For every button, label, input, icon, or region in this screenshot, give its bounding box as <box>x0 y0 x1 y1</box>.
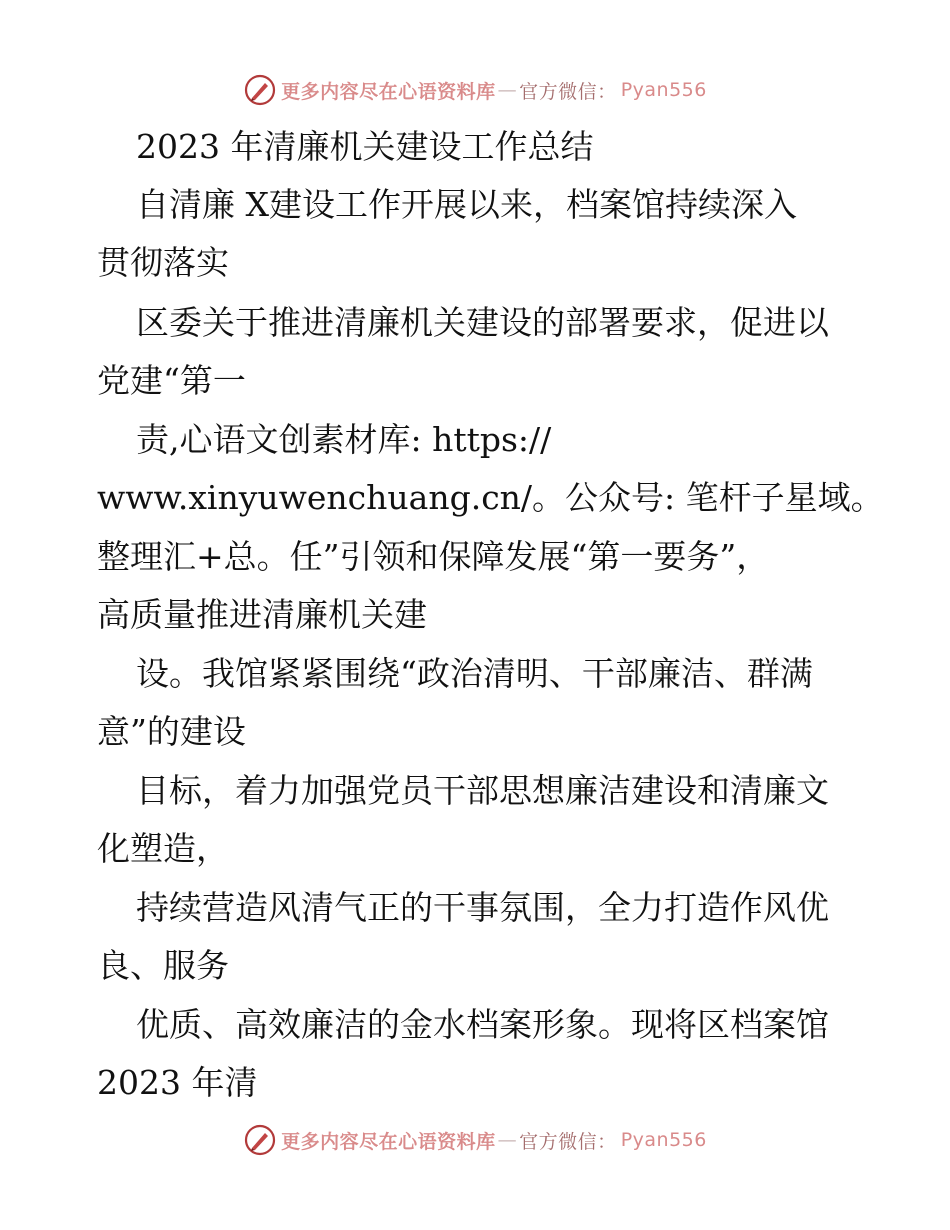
paragraph-line: 优质、高效廉洁的金水档案形象。现将区档案馆 <box>136 1005 829 1044</box>
banner-text: 更多内容尽在心语资料库 <box>281 1130 496 1153</box>
banner-wechat-id: Pyan556 <box>620 1129 707 1151</box>
paragraph-line: 责,心语文创素材库: https:// <box>136 420 552 459</box>
banner-dash: — <box>497 1129 518 1151</box>
banner-official-label: 官方微信： <box>519 1130 617 1153</box>
banner-dash: — <box>497 79 518 101</box>
paragraph-line: 2023 年清 <box>97 1063 258 1102</box>
paragraph-line: 高质量推进清廉机关建 <box>97 595 427 634</box>
paragraph-line: 整理汇+总。任”引领和保障发展“第一要务”， <box>97 537 770 576</box>
paragraph-line: 设。我馆紧紧围绕“政治清明、干部廉洁、群满 <box>136 654 813 693</box>
doc-title: 2023 年清廉机关建设工作总结 <box>136 127 594 166</box>
banner-wechat-id: Pyan556 <box>620 79 707 101</box>
pen-logo-icon <box>243 73 277 107</box>
footer-banner <box>0 1120 950 1160</box>
banner-text: 更多内容尽在心语资料库 <box>281 80 496 103</box>
paragraph-line: 目标，着力加强党员干部思想廉洁建设和清廉文 <box>136 771 829 810</box>
paragraph-line: 意”的建设 <box>97 712 246 751</box>
paragraph-line: www.xinyuwenchuang.cn/。公众号: 笔杆子星域。 <box>97 478 884 517</box>
banner-official-label: 官方微信： <box>519 80 617 103</box>
paragraph-line: 党建“第一 <box>97 361 246 400</box>
paragraph-line: 化塑造， <box>97 829 229 868</box>
pen-logo-icon <box>243 1123 277 1157</box>
paragraph-line: 持续营造风清气正的干事氛围，全力打造作风优 <box>136 888 829 927</box>
paragraph-line: 区委关于推进清廉机关建设的部署要求，促进以 <box>136 303 829 342</box>
paragraph-line: 良、服务 <box>97 946 229 985</box>
paragraph-line: 自清廉 X建设工作开展以来，档案馆持续深入 <box>136 185 797 224</box>
paragraph-line: 贯彻落实 <box>97 243 229 282</box>
header-banner <box>0 70 950 110</box>
